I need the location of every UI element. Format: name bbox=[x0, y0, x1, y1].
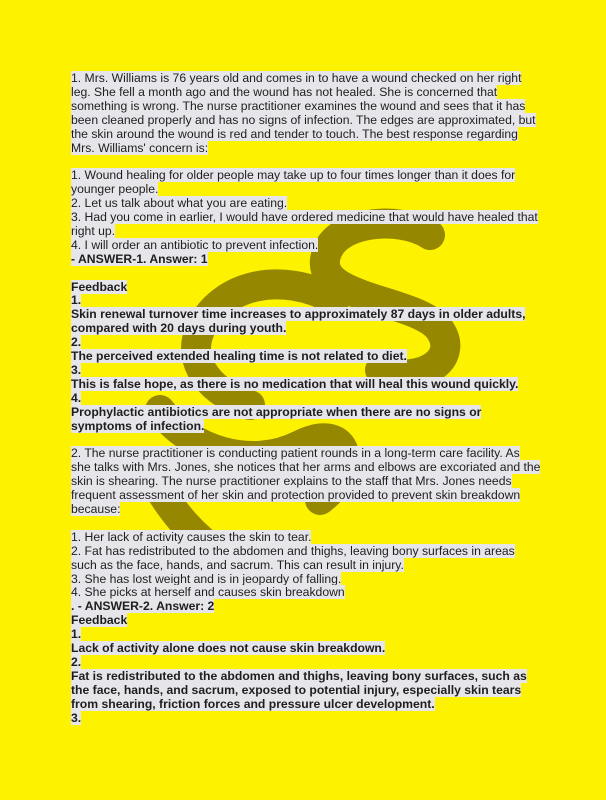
question-1-option-2: 2. Let us talk about what you are eating. bbox=[71, 196, 288, 211]
question-2-feedback-num-3: 3. bbox=[71, 710, 82, 725]
question-2-feedback-num-1: 1. bbox=[71, 627, 82, 642]
question-1-feedback-num-3: 3. bbox=[71, 363, 82, 377]
question-1-feedback-num-4: 4. bbox=[71, 390, 82, 405]
question-1-option-3: 3. Had you come in earlier, I would have ordered medicine that would have healed that right up. bbox=[71, 210, 538, 238]
question-1-option-1: 1. Wound healing for older people may take up to four times longer than it does for younger people. bbox=[71, 168, 516, 197]
question-2-option-1: 1. Her lack of activity causes the skin to tear. bbox=[71, 529, 312, 544]
question-2-option-4: 4. She picks at herself and causes skin breakdown bbox=[71, 585, 345, 600]
question-1-feedback-num-1: 1. bbox=[71, 293, 82, 308]
question-1-option-4: 4. I will order an antibiotic to prevent infection. bbox=[71, 237, 319, 252]
question-1 bbox=[71, 72, 541, 434]
document-body bbox=[71, 72, 541, 726]
question-2-option-2: 2. Fat has redistributed to the abdomen and thighs, leaving bony surfaces in areas such as the face, hands, and sacrum. This can result in injury. bbox=[71, 543, 515, 572]
question-2-answer: . - ANSWER-2. Answer: 2 bbox=[71, 599, 215, 614]
question-2-feedback-title: Feedback bbox=[71, 613, 128, 628]
question-1-feedback-text-3: This is false hope, as there is no medication that will heal this wound quickly. bbox=[71, 376, 519, 391]
question-2-feedback-num-2: 2. bbox=[71, 655, 82, 669]
question-2-option-3: 3. She has lost weight and is in jeopardy of falling. bbox=[71, 571, 342, 586]
question-1-feedback-num-2: 2. bbox=[71, 335, 82, 350]
question-1-answer: - ANSWER-1. Answer: 1 bbox=[71, 251, 208, 266]
question-2-feedback-text-1: Lack of activity alone does not cause skin breakdown. bbox=[71, 641, 386, 656]
question-1-feedback-text-1: Skin renewal turnover time increases to approximately 87 days in older adults, compared with 20 days during youth. bbox=[71, 307, 526, 336]
question-1-feedback-title: Feedback bbox=[71, 279, 128, 294]
question-2-stem: 2. The nurse practitioner is conducting patient rounds in a long-term care facility. As she talks with Mrs. Jones, she notices that her arms and elbows are excoriated and the skin is shearing. The nurse practitioner explains to the staff that Mrs. Jones needs frequent assessment of her skin and protection provided to prevent skin breakdown because: bbox=[71, 446, 541, 517]
question-2-feedback-text-2: Fat is redistributed to the abdomen and thighs, leaving bony surfaces, such as the face, hands, and sacrum, exposed to potential injury, especially skin tears from shearing, friction forces and pressure ulcer development. bbox=[71, 668, 527, 711]
question-1-feedback-text-2: The perceived extended healing time is not related to diet. bbox=[71, 349, 407, 364]
question-2 bbox=[71, 447, 541, 725]
question-1-stem: 1. Mrs. Williams is 76 years old and comes in to have a wound checked on her right leg. She fell a month ago and the wound has not healed. She is concerned that something is wrong. The nurse practitioner examines the wound and sees that it has been cleaned properly and has no signs of infection. The edges are approximated, but the skin around the wound is red and tender to touch. The best response regarding Mrs. Williams' concern is: bbox=[71, 71, 536, 155]
question-1-feedback-text-4: Prophylactic antibiotics are not appropriate when there are no signs or symptoms of infection. bbox=[71, 404, 482, 433]
